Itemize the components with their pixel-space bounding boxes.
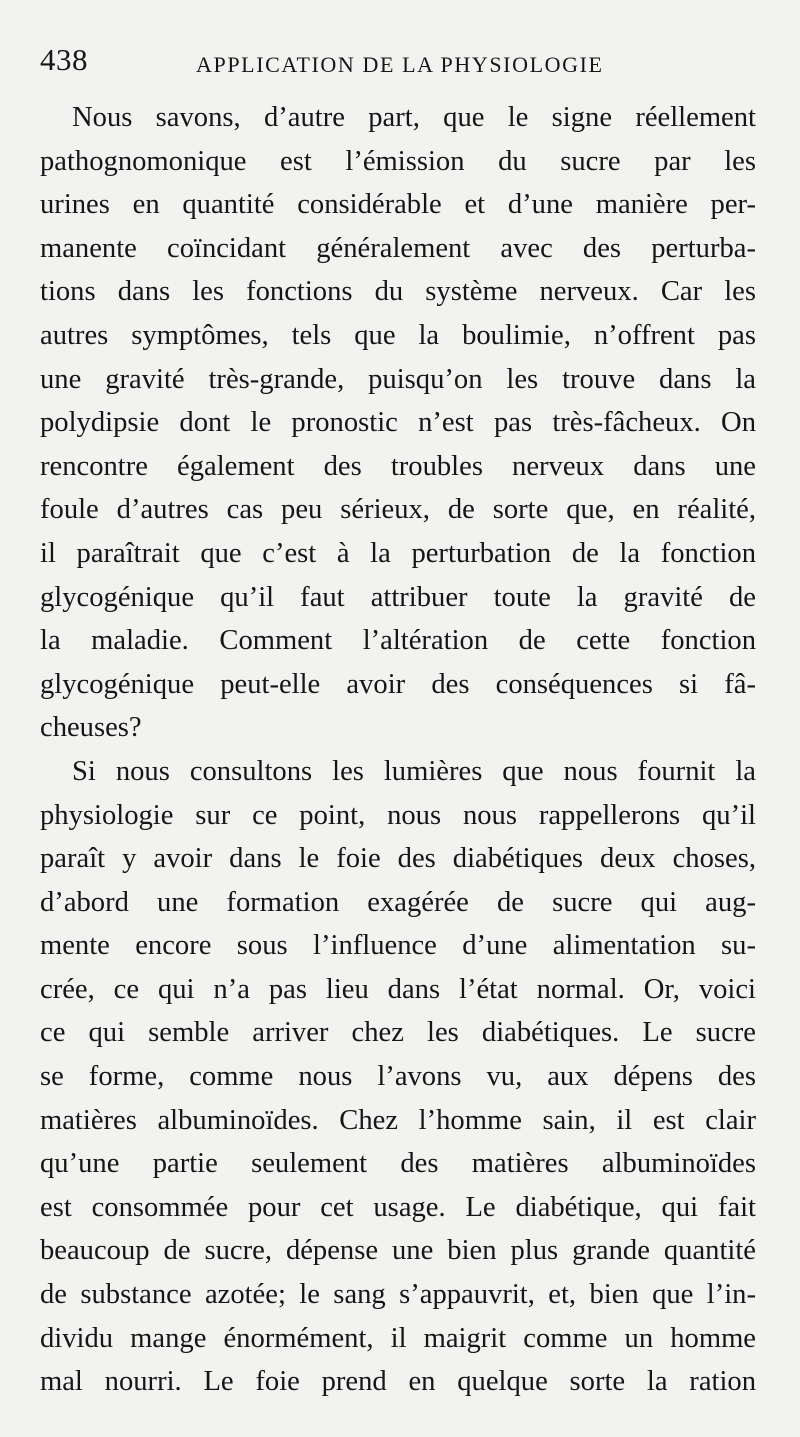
body-text	[40, 96, 756, 1404]
text-line: une gravité très-grande, puisqu’on les trouve dans la	[40, 363, 756, 395]
text-line: urines en quantité considérable et d’une manière per-	[40, 189, 756, 221]
text-line: d’abord une formation exagérée de sucre qui aug-	[40, 886, 756, 918]
text-line: beaucoup de sucre, dépense une bien plus grande quantité	[40, 1235, 756, 1267]
text-line: mente encore sous l’influence d’une alimentation su-	[40, 930, 756, 962]
running-title: APPLICATION DE LA PHYSIOLOGIE	[196, 52, 604, 77]
running-head	[40, 38, 756, 88]
text-line: Si nous consultons les lumières que nous fournit la	[72, 755, 756, 787]
text-line: autres symptômes, tels que la boulimie, n’offrent pas	[40, 319, 756, 351]
text-line: physiologie sur ce point, nous nous rappellerons qu’il	[40, 799, 756, 831]
text-line: manente coïncidant généralement avec des perturba-	[40, 232, 756, 264]
text-line: mal nourri. Le foie prend en quelque sorte la ration	[40, 1366, 756, 1398]
text-line: rencontre également des troubles nerveux dans une	[40, 450, 756, 482]
text-line: qu’une partie seulement des matières albuminoïdes	[40, 1148, 756, 1180]
text-line: la maladie. Comment l’altération de cette fonction	[40, 625, 756, 657]
text-line: tions dans les fonctions du système nerveux. Car les	[40, 276, 756, 308]
text-line: pathognomonique est l’émission du sucre par les	[40, 145, 756, 177]
text-line: paraît y avoir dans le foie des diabétiques deux choses,	[40, 843, 756, 875]
paragraph-2	[40, 750, 756, 1404]
text-line: glycogénique qu’il faut attribuer toute la gravité de	[40, 581, 756, 613]
text-line: Nous savons, d’autre part, que le signe réellement	[72, 102, 756, 133]
text-line: de substance azotée; le sang s’appauvrit, et, bien que l’in-	[40, 1279, 756, 1311]
text-line: polydipsie dont le pronostic n’est pas très-fâcheux. On	[40, 407, 756, 439]
text-line: crée, ce qui n’a pas lieu dans l’état normal. Or, voici	[40, 973, 756, 1005]
page-number: 438	[40, 42, 88, 77]
text-line: se forme, comme nous l’avons vu, aux dépens des	[40, 1061, 756, 1093]
text-line: ce qui semble arriver chez les diabétiques. Le sucre	[40, 1017, 756, 1049]
paragraph-1	[40, 96, 756, 750]
text-line: glycogénique peut-elle avoir des conséquences si fâ-	[40, 668, 756, 700]
text-line: cheuses?	[40, 712, 142, 744]
text-line: dividu mange énormément, il maigrit comme un homme	[40, 1322, 756, 1354]
text-line: foule d’autres cas peu sérieux, de sorte que, en réalité,	[40, 494, 756, 526]
text-line: est consommée pour cet usage. Le diabétique, qui fait	[40, 1191, 756, 1223]
text-line: il paraîtrait que c’est à la perturbation de la fonction	[40, 537, 756, 569]
text-line: matières albuminoïdes. Chez l’homme sain, il est clair	[40, 1104, 756, 1136]
